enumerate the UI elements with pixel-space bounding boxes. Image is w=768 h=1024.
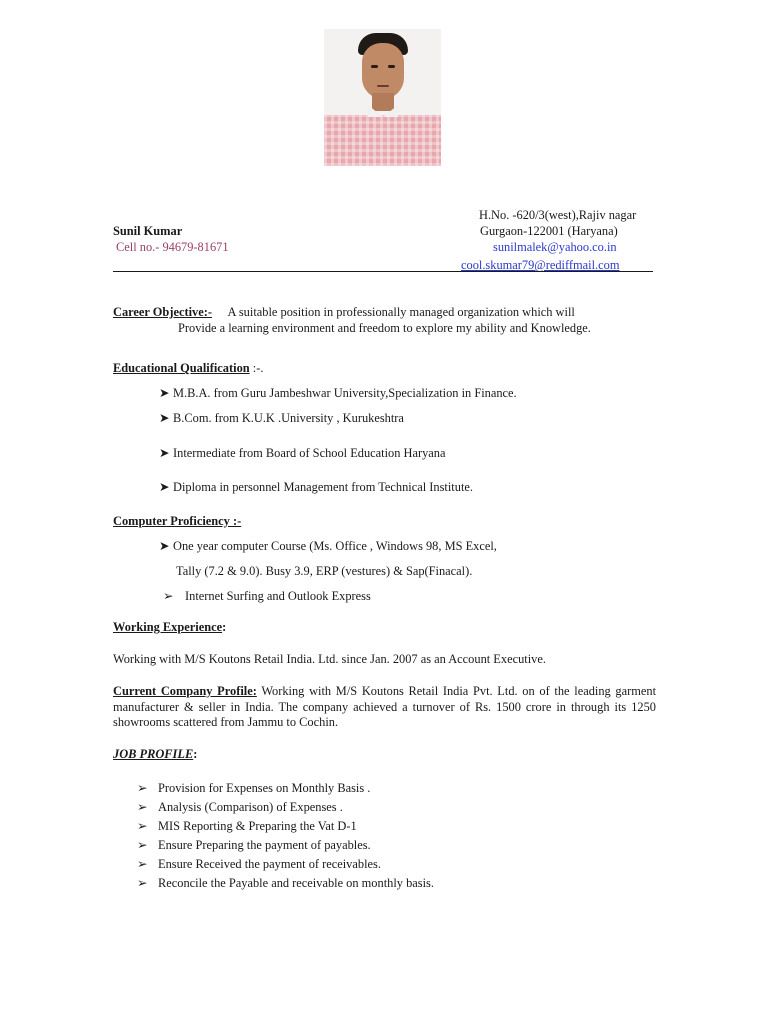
career-objective-line-2: Provide a learning environment and freedom to explore my ability and Knowledge. [178, 321, 591, 335]
list-item: ➤ B.Com. from K.U.K .University , Kurukeshtra [159, 411, 404, 425]
address-line-1: H.No. -620/3(west),Rajiv nagar [479, 208, 637, 222]
cell-number: Cell no.- 94679-81671 [116, 240, 229, 254]
list-item: ➢ Analysis (Comparison) of Expenses . [137, 800, 343, 814]
list-item: ➢ Ensure Received the payment of receivables. [137, 857, 381, 871]
arrow-bullet-icon: ➢ [137, 838, 148, 852]
candidate-name: Sunil Kumar [113, 224, 183, 238]
computer-course-line-2: Tally (7.2 & 9.0). Busy 3.9, ERP (vestures) & Sap(Finacal). [176, 564, 473, 578]
arrow-bullet-icon: ➤ [159, 411, 170, 425]
arrow-bullet-icon: ➢ [137, 857, 148, 871]
education-heading: Educational Qualification [113, 361, 250, 375]
arrow-bullet-icon: ➤ [159, 386, 170, 400]
arrow-bullet-icon: ➤ [159, 446, 170, 460]
list-item: ➢ MIS Reporting & Preparing the Vat D-1 [137, 819, 357, 833]
list-item: ➢ Reconcile the Payable and receivable on monthly basis. [137, 876, 434, 890]
arrow-bullet-icon: ➢ [137, 876, 148, 890]
email-link-2[interactable]: cool.skumar79@rediffmail.com [461, 258, 620, 272]
career-objective-line-1: A suitable position in professionally managed organization which will [227, 305, 575, 319]
education-heading-row [113, 361, 263, 377]
email-link-1[interactable]: sunilmalek@yahoo.co.in [493, 240, 617, 254]
experience-heading: Working Experience [113, 620, 223, 634]
address-line-2: Gurgaon-122001 (Haryana) [480, 224, 618, 238]
list-item: ➤ Diploma in personnel Management from Technical Institute. [159, 480, 473, 494]
career-objective-row [113, 305, 575, 321]
arrow-bullet-icon: ➢ [137, 800, 148, 814]
list-item: ➤ Intermediate from Board of School Education Haryana [159, 446, 446, 460]
arrow-bullet-icon: ➢ [163, 589, 174, 603]
arrow-bullet-icon: ➤ [159, 480, 170, 494]
experience-heading-row: Working Experience: [113, 620, 227, 634]
education-heading-suffix: :-. [249, 361, 264, 375]
company-profile-heading: Current Company Profile: [113, 684, 257, 698]
profile-photo [324, 29, 441, 166]
job-profile-heading-row: JOB PROFILE: [113, 747, 198, 761]
header-divider [113, 271, 653, 272]
arrow-bullet-icon: ➢ [137, 781, 148, 795]
list-item: ➤ One year computer Course (Ms. Office , Windows 98, MS Excel, [159, 539, 497, 553]
company-profile-text: Working with M/S Koutons Retail India Pvt. Ltd. on of the leading garment manufacturer & seller in India. The company achieved a turnover of Rs. 1500 crore in through its 1250 showrooms scattered from Jammu to Cochin. [113, 684, 657, 730]
list-item: ➢ Ensure Preparing the payment of payables. [137, 838, 371, 852]
career-objective-heading: Career Objective:- [113, 305, 212, 319]
experience-text: Working with M/S Koutons Retail India. Ltd. since Jan. 2007 as an Account Executive. [113, 652, 546, 666]
job-profile-heading: JOB PROFILE [113, 747, 194, 761]
computer-proficiency-heading: Computer Proficiency :- [113, 514, 242, 528]
list-item: ➢ Provision for Expenses on Monthly Basis . [137, 781, 371, 795]
list-item: ➢ Internet Surfing and Outlook Express [163, 589, 371, 603]
company-profile-paragraph [113, 684, 656, 731]
arrow-bullet-icon: ➤ [159, 539, 170, 553]
list-item: ➤ M.B.A. from Guru Jambeshwar University,Specialization in Finance. [159, 386, 517, 400]
arrow-bullet-icon: ➢ [137, 819, 148, 833]
